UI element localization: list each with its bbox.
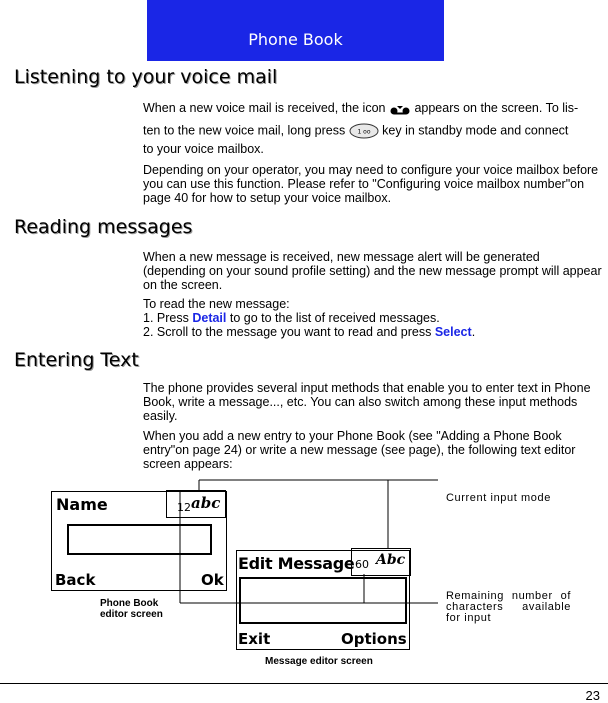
caption-message-editor: Message editor screen: [265, 656, 373, 667]
reading-paragraph-1: When a new message is received, new message alert will be generated (depending on your sound profile setting) and the new message prompt will appear on the screen.: [143, 250, 602, 292]
select-key-label: Select: [434, 325, 472, 339]
caption-phonebook-editor: Phone Book editor screen: [100, 598, 163, 620]
voice-mail-paragraph-1: When a new voice mail is received, the icon appears on the screen. To lis- ten to the new voice mail, long press 1 oo key in standby mode and connect to your voice mailbox.: [143, 101, 579, 156]
entering-paragraph-1: The phone provides several input methods that enable you to enter text in Phone Book, write a message..., etc. You can also switch among these input methods easily.: [143, 381, 591, 423]
phonebook-back-softkey: Back: [55, 571, 96, 589]
entering-paragraph-2: When you add a new entry to your Phone Book (see "Adding a Phone Book entry"on page 24) or write a new message (see page), the following text editor screen appears:: [143, 429, 576, 471]
voice-mail-paragraph-2: Depending on your operator, you may need to configure your voice mailbox before you can use this function. Please refer to "Configuring voice mailbox number"on page 40 for how to setup your voice mailbox.: [143, 163, 599, 205]
phonebook-ok-softkey: Ok: [201, 571, 224, 589]
abc-lower-mode-icon: abc: [191, 494, 221, 512]
heading-entering-text: Entering Text: [14, 349, 139, 371]
reading-steps: To read the new message: 1. Press Detail to go to the list of received messages. 2. Scroll to the message you want to read and press Select.: [143, 297, 476, 339]
footer-rule: [0, 683, 608, 684]
message-exit-softkey: Exit: [238, 630, 271, 648]
heading-reading-messages: Reading messages: [14, 216, 193, 238]
message-options-softkey: Options: [341, 630, 407, 648]
page-number: 23: [585, 688, 600, 703]
message-char-counter: 60: [355, 558, 369, 571]
phonebook-screen-title: Name: [56, 495, 108, 514]
callout-current-input-mode: Current input mode: [446, 492, 551, 504]
phonebook-char-counter: 12: [177, 501, 191, 514]
callout-remaining-characters: Remaining number of characters available for input: [446, 590, 571, 624]
header-title: Phone Book: [248, 30, 343, 49]
heading-voice-mail: Listening to your voice mail: [14, 66, 278, 88]
detail-key-label: Detail: [192, 311, 227, 325]
svg-text:1 oo: 1 oo: [357, 128, 371, 136]
message-screen-title: Edit Message: [238, 554, 355, 573]
abc-title-mode-icon: Abc: [376, 552, 406, 568]
